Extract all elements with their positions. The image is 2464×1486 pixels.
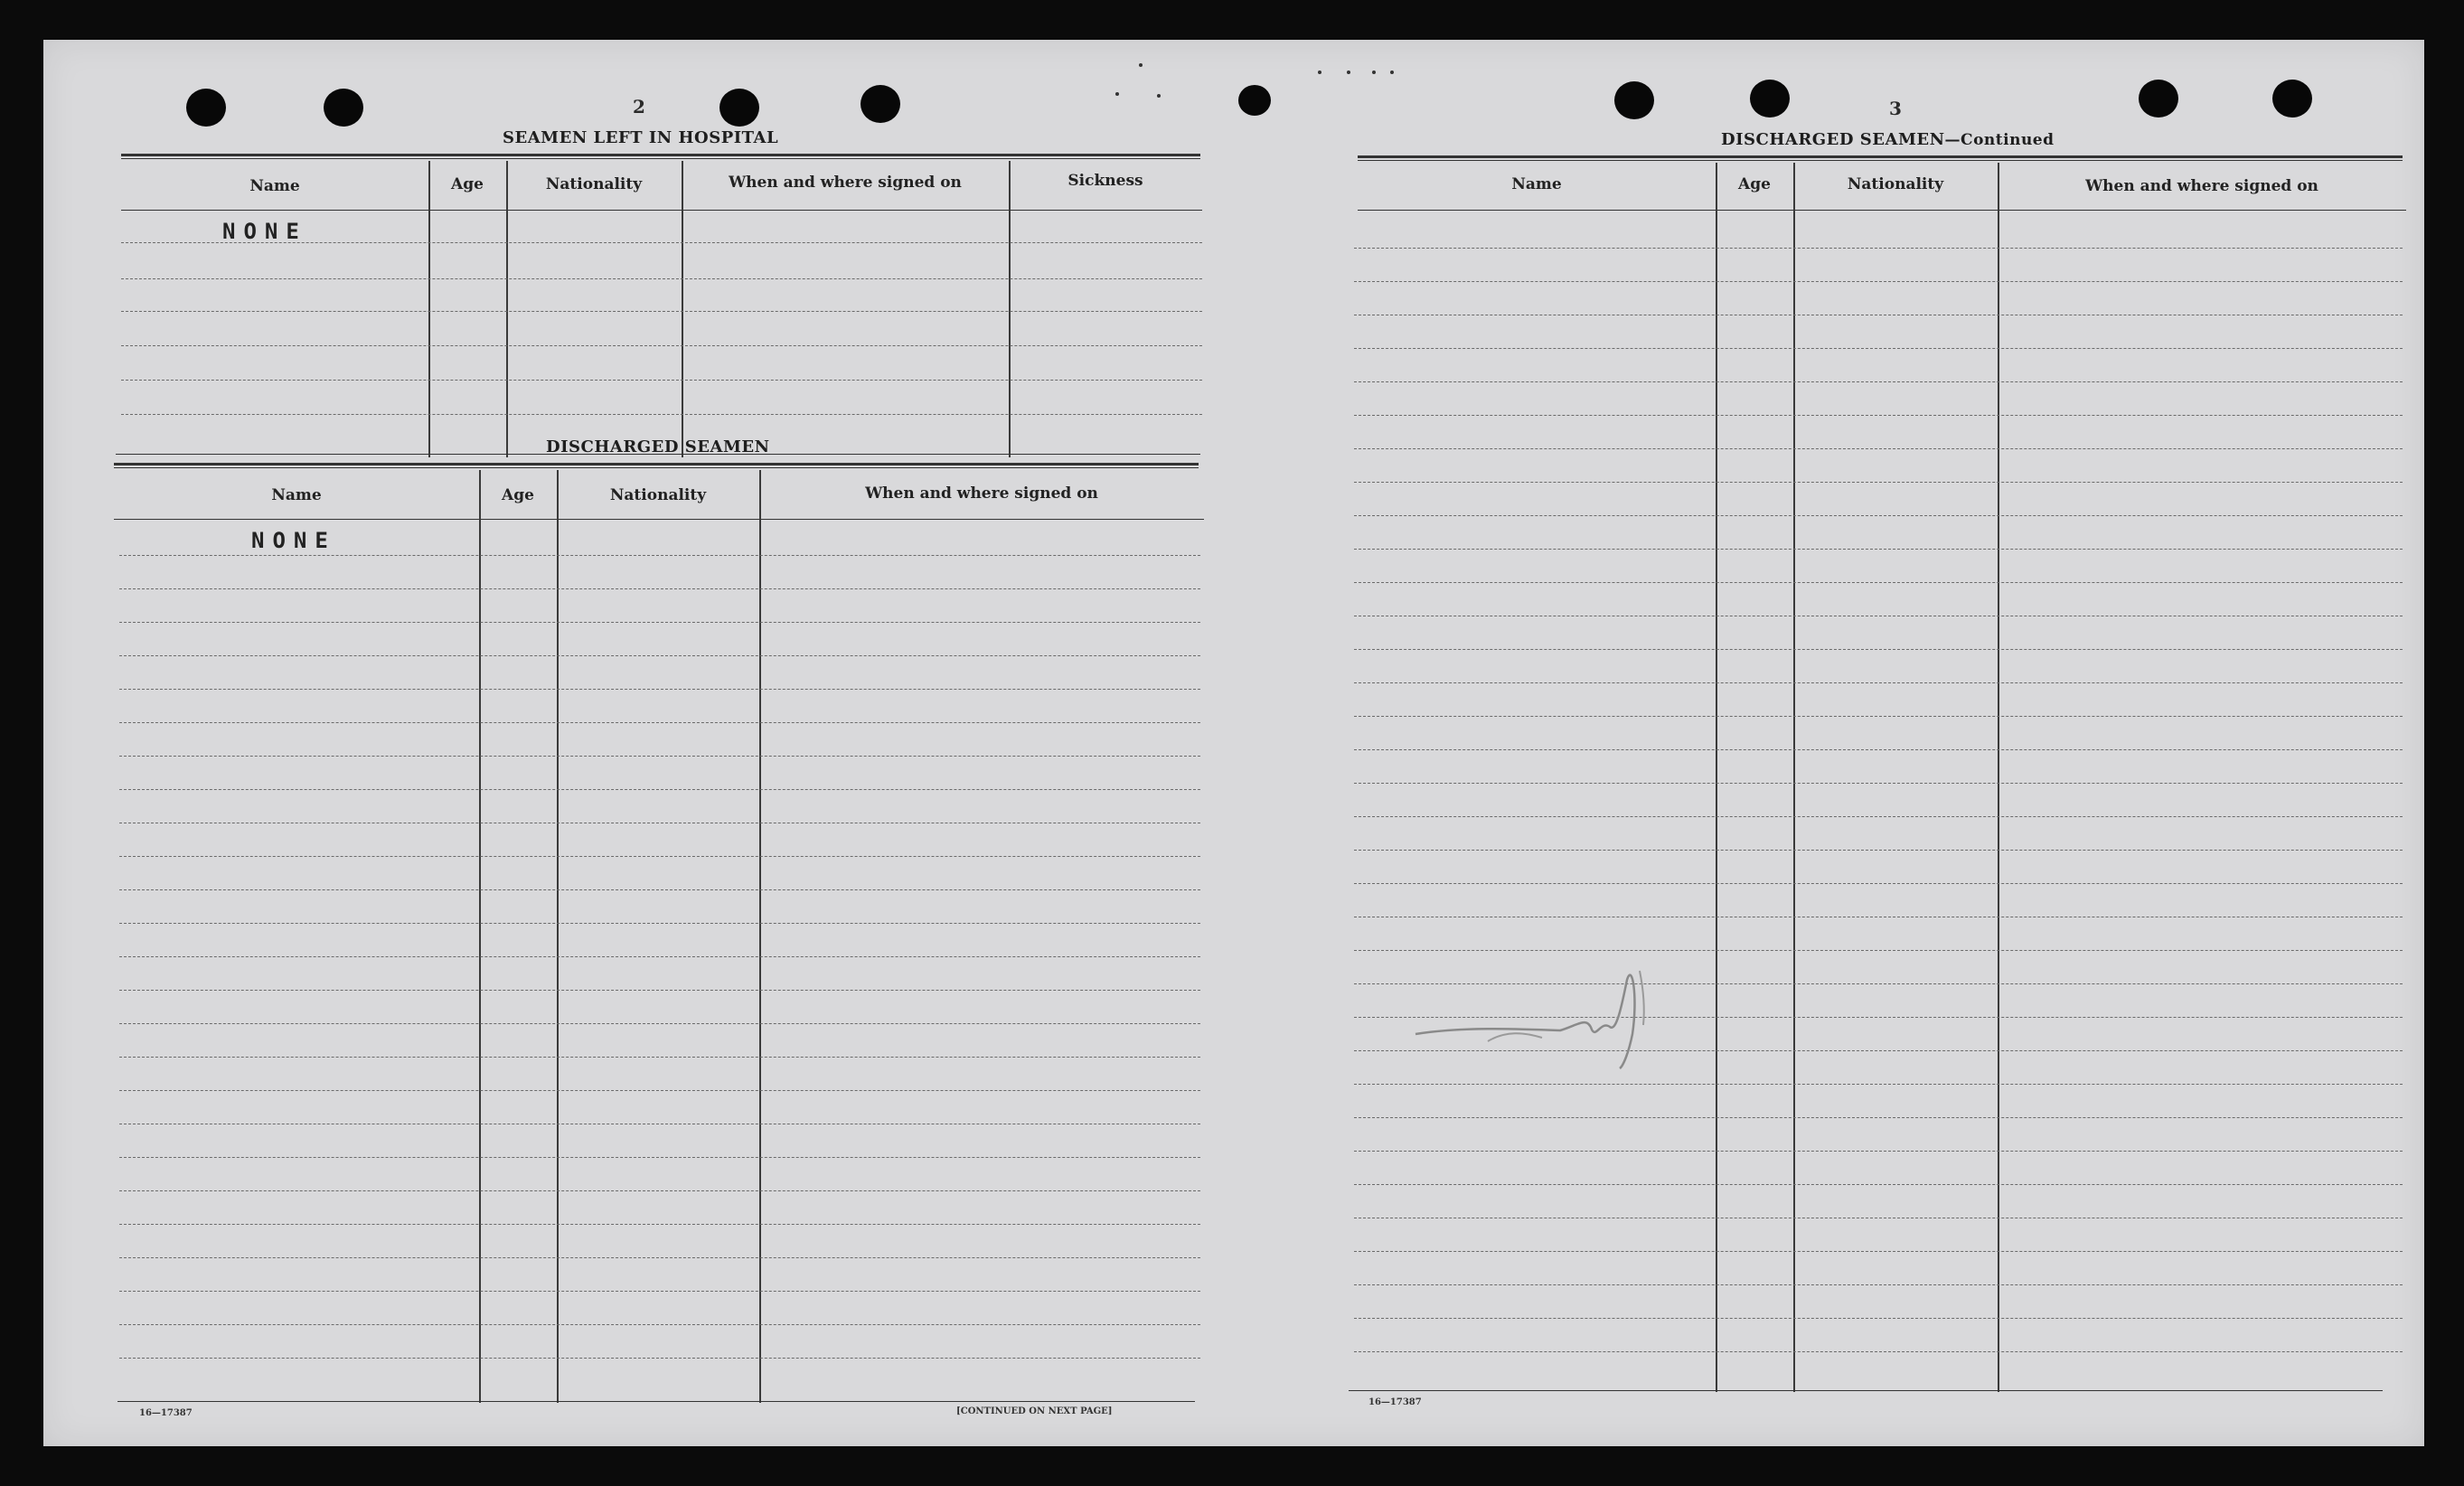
form-code: 16—17387 (139, 1408, 193, 1418)
ruled-line (121, 345, 1202, 346)
ruled-line (1354, 816, 2403, 817)
section-title-suffix: —Continued (1944, 131, 2055, 149)
ruled-line (1354, 582, 2403, 583)
ruled-line (119, 588, 1200, 589)
column-header-signed-on: When and where signed on (865, 484, 1098, 503)
continued-note: [CONTINUED ON NEXT PAGE] (956, 1406, 1113, 1416)
form-code: 16—17387 (1368, 1397, 1422, 1407)
ruled-line (1354, 1184, 2403, 1185)
ruled-line (1354, 549, 2403, 550)
ruled-line (119, 1057, 1200, 1058)
hospital-section-title: SEAMEN LEFT IN HOSPITAL (503, 128, 779, 147)
section-title-text: DISCHARGED SEAMEN (1721, 130, 1945, 149)
header-rule (114, 463, 1199, 468)
ruled-line (1354, 1084, 2403, 1085)
ruled-line (1354, 850, 2403, 851)
header-underline (114, 519, 1204, 520)
ruled-line (119, 689, 1200, 690)
column-header-name: Name (249, 177, 300, 195)
ruled-line (119, 923, 1200, 924)
ruled-line (1354, 281, 2403, 282)
ruled-line (1354, 749, 2403, 750)
right-page (1291, 40, 2424, 1446)
ruled-line (121, 242, 1202, 243)
ruled-line (1354, 1351, 2403, 1352)
ruled-line (119, 889, 1200, 890)
column-divider (682, 161, 683, 457)
column-divider (1716, 163, 1717, 1392)
page-number: 3 (1889, 98, 1902, 119)
ruled-line (119, 1190, 1200, 1191)
ruled-line (119, 655, 1200, 656)
ruled-line (1354, 348, 2403, 349)
ruled-line (119, 990, 1200, 991)
ruled-line (121, 380, 1202, 381)
ruled-line (119, 1257, 1200, 1258)
discharged-section-title: DISCHARGED SEAMEN (546, 437, 770, 456)
ruled-line (1354, 515, 2403, 516)
column-header-sickness: Sickness (1067, 172, 1143, 190)
ruled-line (121, 311, 1202, 312)
ruled-line (119, 1324, 1200, 1325)
ruled-line (119, 722, 1200, 723)
column-divider (1998, 163, 1999, 1392)
ruled-line (1354, 1318, 2403, 1319)
ruled-line (1354, 1284, 2403, 1285)
left-page (43, 40, 1218, 1446)
ruled-line (119, 756, 1200, 757)
ruled-line (119, 622, 1200, 623)
ruled-line (1354, 248, 2403, 249)
column-header-age: Age (1738, 175, 1771, 193)
ruled-line (1354, 716, 2403, 717)
ruled-line (1354, 482, 2403, 483)
ruled-line (1354, 1151, 2403, 1152)
ruled-line (1354, 448, 2403, 449)
column-divider (506, 161, 508, 457)
ruled-line (119, 1157, 1200, 1158)
ruled-line (119, 555, 1200, 556)
column-header-age: Age (451, 175, 484, 193)
ruled-line (1354, 415, 2403, 416)
column-header-signed-on: When and where signed on (2085, 177, 2318, 195)
ruled-line (119, 1090, 1200, 1091)
header-rule (121, 154, 1200, 159)
ruled-line (1354, 381, 2403, 382)
ruled-line (1354, 1117, 2403, 1118)
ruled-line (119, 856, 1200, 857)
column-divider (479, 470, 481, 1403)
ruled-line (1354, 649, 2403, 650)
ruled-line (121, 414, 1202, 415)
ruled-line (119, 1023, 1200, 1024)
column-divider (1793, 163, 1795, 1392)
ruled-line (1354, 783, 2403, 784)
column-divider (1009, 161, 1011, 457)
column-header-nationality: Nationality (609, 486, 707, 504)
ruled-line (1354, 682, 2403, 683)
column-divider (557, 470, 559, 1403)
punch-hole (1238, 85, 1271, 116)
ruled-line (121, 278, 1202, 279)
ruled-line (119, 1224, 1200, 1225)
page-bottom-rule (1349, 1390, 2383, 1391)
page-number: 2 (633, 96, 645, 118)
ruled-line (1354, 1251, 2403, 1252)
column-header-name: Name (1511, 175, 1562, 193)
column-header-nationality: Nationality (545, 175, 643, 193)
ruled-line (119, 1291, 1200, 1292)
document-sheet (43, 40, 2424, 1446)
ruled-line (119, 956, 1200, 957)
header-rule (1358, 155, 2403, 161)
column-header-nationality: Nationality (1847, 175, 1944, 193)
ruled-line (119, 1358, 1200, 1359)
column-divider (759, 470, 761, 1403)
column-divider (428, 161, 430, 457)
ruled-line (1354, 883, 2403, 884)
discharged-continued-title (1721, 130, 2055, 149)
column-header-age: Age (502, 486, 534, 504)
hospital-entry: NONE (222, 219, 307, 244)
discharged-entry: NONE (251, 528, 336, 553)
page-bottom-rule (118, 1401, 1195, 1402)
column-header-name: Name (271, 486, 322, 504)
header-underline (1358, 210, 2406, 211)
signature-mark (1406, 944, 1678, 1070)
ruled-line (119, 789, 1200, 790)
column-header-signed-on: When and where signed on (729, 174, 962, 192)
header-underline (121, 210, 1202, 211)
